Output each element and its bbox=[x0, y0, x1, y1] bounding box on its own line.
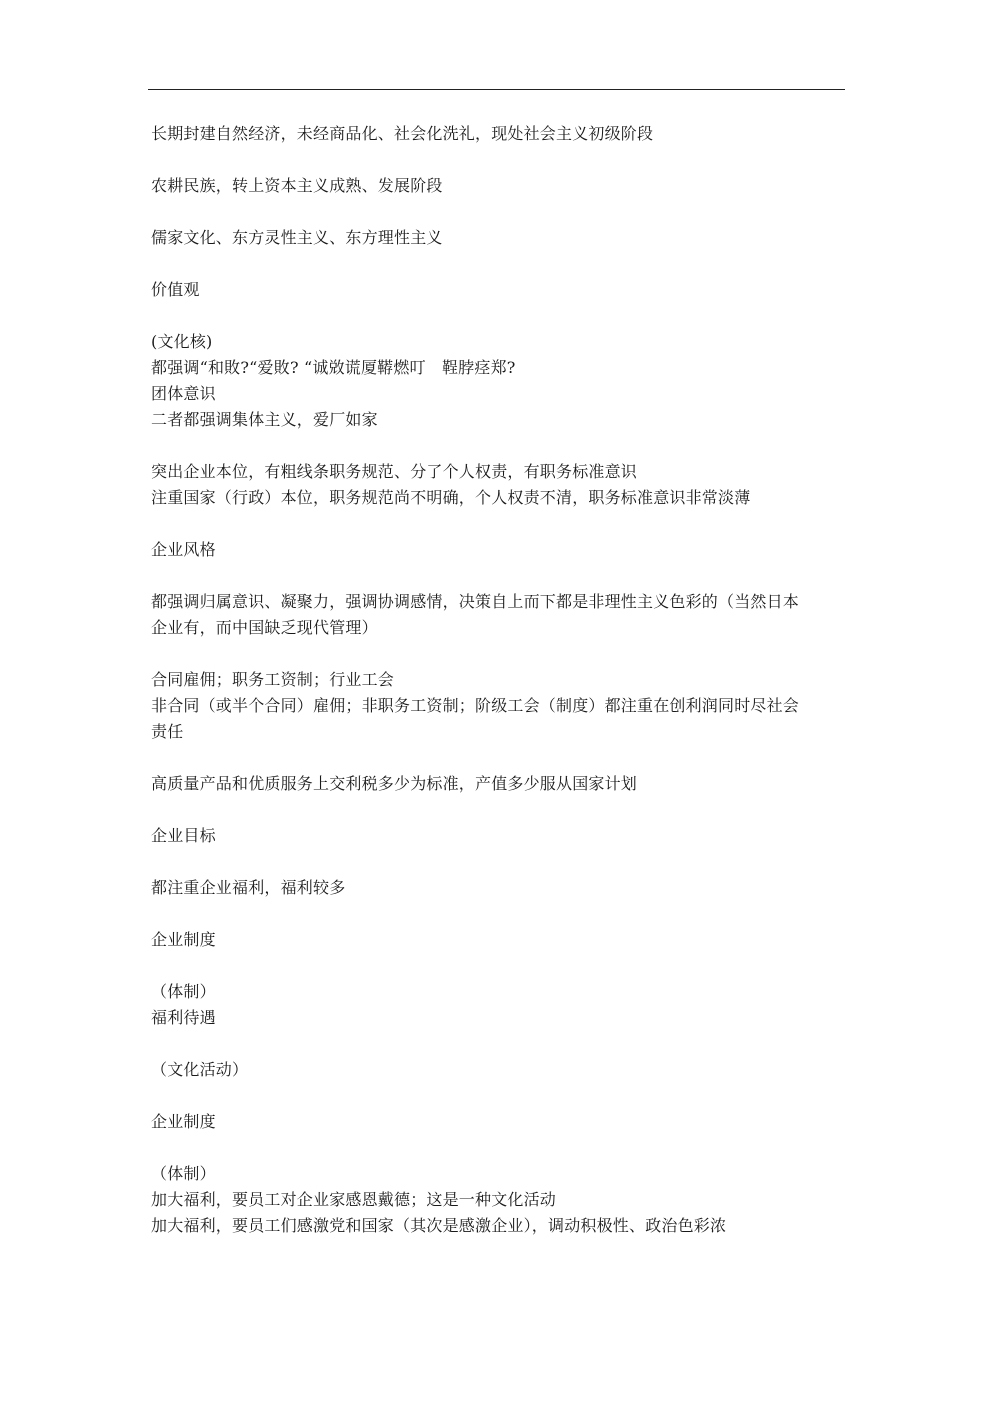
text-line: 责任 bbox=[151, 722, 184, 741]
section-heading: 企业风格 bbox=[151, 540, 216, 559]
section-heading: 企业目标 bbox=[151, 826, 216, 845]
text-line: 都注重企业福利，福利较多 bbox=[151, 878, 346, 897]
text-line: 加大福利，要员工们感激党和国家（其次是感激企业），调动积极性、政治色彩浓 bbox=[151, 1216, 727, 1235]
section-heading: 价值观 bbox=[151, 280, 200, 299]
text-line: 加大福利，要员工对企业家感恩戴德；这是一种文化活动 bbox=[151, 1190, 557, 1209]
header-rule bbox=[148, 89, 845, 90]
text-line: 都强调归属意识、凝聚力，强调协调感情，决策自上而下都是非理性主义色彩的（当然日本 bbox=[151, 592, 800, 611]
text-line: 团体意识 bbox=[151, 384, 216, 403]
text-line: （体制） bbox=[151, 1164, 216, 1183]
section-heading: 企业制度 bbox=[151, 1112, 216, 1131]
text-line: 高质量产品和优质服务上交利税多少为标准，产值多少服从国家计划 bbox=[151, 774, 638, 793]
text-line: （文化活动） bbox=[151, 1060, 249, 1079]
text-line: 突出企业本位，有粗线条职务规范、分了个人权责，有职务标准意识 bbox=[151, 462, 638, 481]
text-line: 长期封建自然经济，未经商品化、社会化洗礼，现处社会主义初级阶段 bbox=[151, 124, 654, 143]
text-line: 福利待遇 bbox=[151, 1008, 216, 1027]
text-line: (文化核) bbox=[151, 332, 213, 351]
text-line: 非合同（或半个合同）雇佣；非职务工资制；阶级工会（制度）都注重在创利润同时尽社会 bbox=[151, 696, 800, 715]
section-heading: 企业制度 bbox=[151, 930, 216, 949]
text-line: 农耕民族，转上资本主义成熟、发展阶段 bbox=[151, 176, 443, 195]
text-line: 注重国家（行政）本位，职务规范尚不明确，个人权责不清，职务标准意识非常淡薄 bbox=[151, 488, 751, 507]
text-line: 二者都强调集体主义，爱厂如家 bbox=[151, 410, 378, 429]
text-line: 儒家文化、东方灵性主义、东方理性主义 bbox=[151, 228, 443, 247]
text-line: （体制） bbox=[151, 982, 216, 1001]
text-line: 企业有，而中国缺乏现代管理） bbox=[151, 618, 378, 637]
text-line: 合同雇佣；职务工资制；行业工会 bbox=[151, 670, 395, 689]
text-line: 都强调“和敗?“爱敗? “诚敚谎厦鞯燃叮 鞓脖痉郑? bbox=[151, 358, 516, 377]
